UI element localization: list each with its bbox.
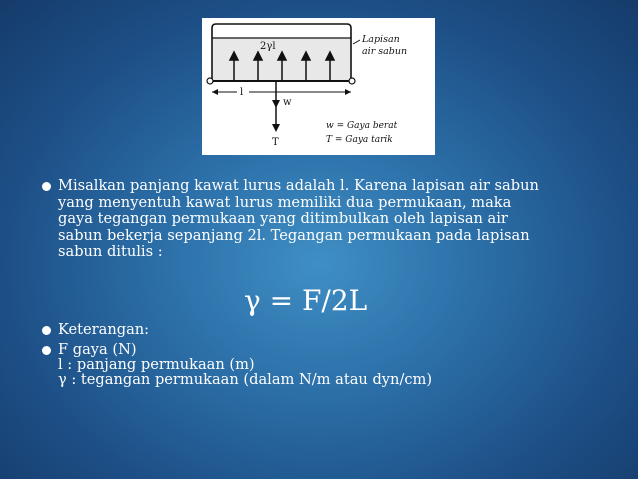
film-label-line1: Lapisan [362,34,400,45]
bullet-dot [42,326,51,335]
keterangan-heading-item [42,322,149,339]
soap-film-svg [202,18,435,155]
paragraph-line: sabun bekerja sepanjang 2l. Tegangan permukaan pada lapisan [58,226,530,244]
paragraph-line: Misalkan panjang kawat lurus adalah l. Karena lapisan air sabun [58,177,539,194]
explanation-list [42,178,602,261]
weight-arrow [272,100,280,108]
bullet-dot [42,182,51,191]
wire-end-right [349,78,355,84]
length-label: l [240,87,244,98]
wire-end-left [207,78,213,84]
film-label-pointer [353,40,360,44]
weight-symbol: w [283,97,292,108]
keterangan-heading: Keterangan: [58,321,150,338]
surface-tension-formula: γ = F/2L [244,284,368,317]
soap-film-diagram [202,18,435,155]
definition-force: F gaya (N) [58,341,137,358]
tension-arrow [272,124,280,132]
bullet-dot [42,346,51,355]
legend-tension: T = Gaya tarik [326,135,393,145]
paragraph-line: sabun ditulis : [58,243,163,260]
film-label-line2: air sabun [362,46,408,57]
tension-symbol: T [272,137,279,148]
keterangan-definitions [42,342,432,387]
definition-gamma: γ : tegangan permukaan (dalam N/m atau dyn/cm) [58,371,433,388]
paragraph-line: gaya tegangan permukaan yang ditimbulkan oleh lapisan air [58,210,508,227]
legend-weight: w = Gaya berat [326,121,398,131]
force-label: 2γl [260,41,276,52]
definition-length: l : panjang permukaan (m) [58,356,255,373]
explanation-paragraph [42,178,602,261]
paragraph-line: yang menyentuh kawat lurus memiliki dua permukaan, maka [58,193,512,211]
